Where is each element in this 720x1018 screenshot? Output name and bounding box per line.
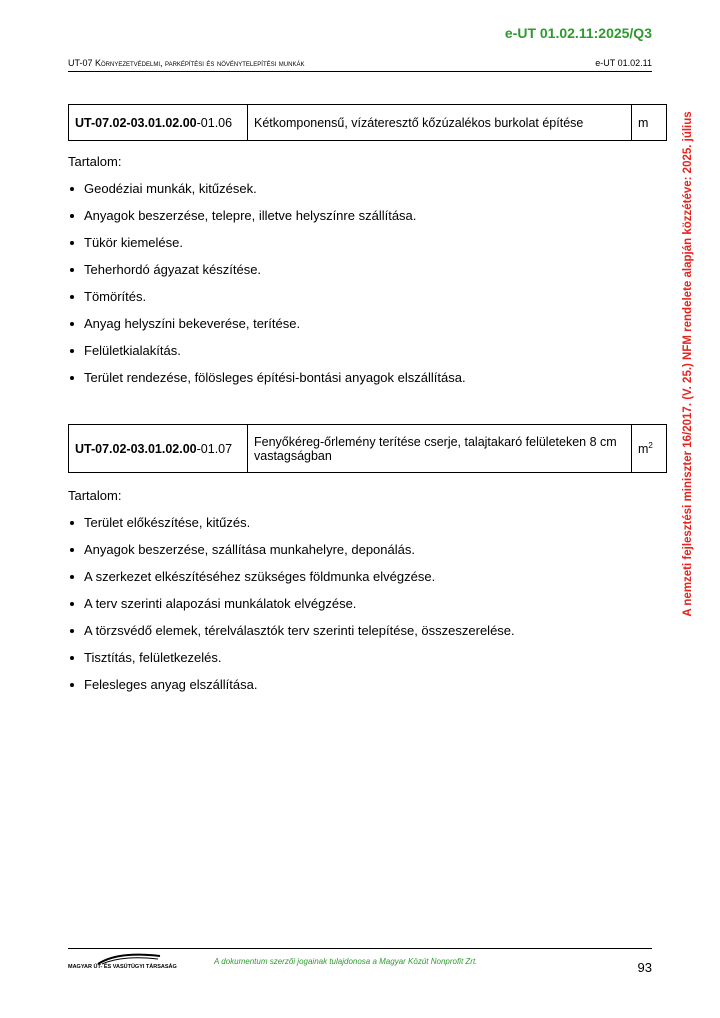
page-number: 93 [637, 960, 652, 975]
list-item: Anyagok beszerzése, szállítása munkahelyre, deponálás. [68, 542, 515, 569]
list-item: Terület rendezése, fölösleges építési-bontási anyagok elszállítása. [68, 370, 466, 397]
chapter-title: UT-07 Környezetvédelmi, parképítési és növénytelepítési munkák [68, 58, 305, 68]
list-item: Geodéziai munkák, kitűzések. [68, 181, 466, 208]
list-item: A törzsvédő elemek, térelválasztók terv szerinti telepítése, összeszerelése. [68, 623, 515, 650]
list-item: Teherhordó ágyazat készítése. [68, 262, 466, 289]
list-item: Felesleges anyag elszállítása. [68, 677, 515, 704]
content-list-1 [68, 181, 466, 397]
item-unit [632, 425, 667, 473]
item-table-2 [68, 424, 667, 473]
item-code-main: UT-07.02-03.01.02.00 [75, 441, 197, 456]
item-unit-exponent: 2 [648, 440, 653, 450]
item-code [69, 105, 248, 141]
copyright-notice: A dokumentum szerzői jogainak tulajdonosa a Magyar Közút Nonprofit Zrt. [214, 957, 478, 966]
item-code-suffix: -01.06 [196, 115, 233, 130]
list-item: A terv szerinti alapozási munkálatok elvégzése. [68, 596, 515, 623]
item-code [69, 425, 248, 473]
item-code-suffix: -01.07 [196, 441, 233, 456]
list-item: A szerkezet elkészítéséhez szükséges földmunka elvégzése. [68, 569, 515, 596]
content-label: Tartalom: [68, 488, 122, 503]
list-item: Tisztítás, felületkezelés. [68, 650, 515, 677]
item-description: Fenyőkéreg-őrlemény terítése cserje, talajtakaró felületeken 8 cm vastagságban [248, 425, 632, 473]
document-code: e-UT 01.02.11:2025/Q3 [504, 25, 652, 41]
item-table-1 [68, 104, 667, 141]
logo-text: MAGYAR ÚT- ÉS VASÚTÜGYI TÁRSASÁG [68, 964, 177, 970]
item-unit-base: m [638, 115, 649, 130]
document-reference: e-UT 01.02.11 [595, 58, 652, 68]
footer-divider [68, 948, 652, 949]
running-header [68, 58, 652, 72]
organization-logo [68, 950, 188, 976]
item-code-main: UT-07.02-03.01.02.00 [75, 115, 197, 130]
list-item: Felületkialakítás. [68, 343, 466, 370]
item-unit [632, 105, 667, 141]
item-description: Kétkomponensű, vízáteresztő kőzúzalékos burkolat építése [248, 105, 632, 141]
list-item: Terület előkészítése, kitűzés. [68, 515, 515, 542]
item-unit-base: m [638, 441, 649, 456]
publication-note-text: A nemzeti fejlesztési miniszter 16/2017. (V. 25.) NFM rendelete alapján közzétéve: 2025. július [682, 111, 694, 617]
content-list-2 [68, 515, 515, 704]
list-item: Tükör kiemelése. [68, 235, 466, 262]
list-item: Anyag helyszíni bekeverése, terítése. [68, 316, 466, 343]
content-label: Tartalom: [68, 154, 122, 169]
list-item: Anyagok beszerzése, telepre, illetve helyszínre szállítása. [68, 208, 466, 235]
list-item: Tömörítés. [68, 289, 466, 316]
